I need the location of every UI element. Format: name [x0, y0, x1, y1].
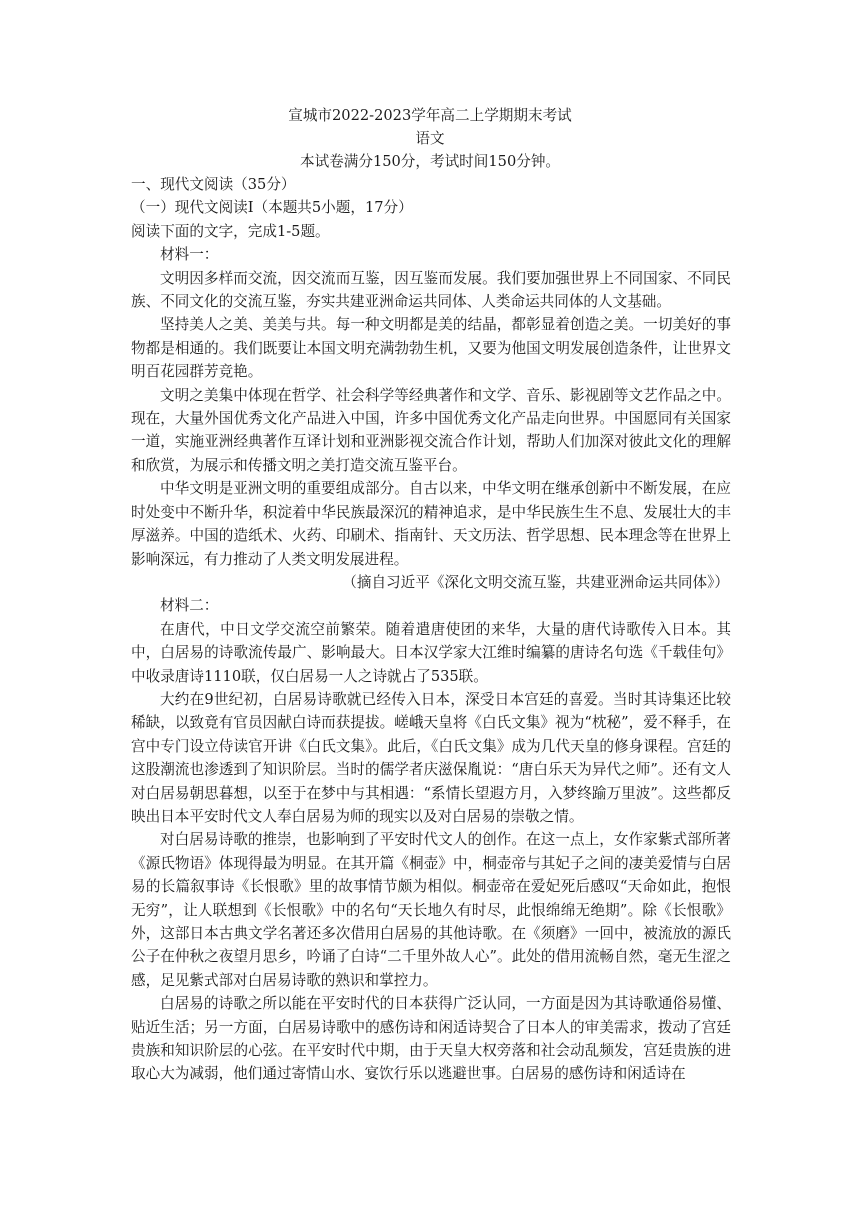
section-instruction: 阅读下面的文字，完成1-5题。: [131, 222, 330, 240]
material1-label: 材料一：: [160, 246, 219, 264]
material1-paragraph: 文明之美集中体现在哲学、社会科学等经典著作和文学、音乐、影视剧等文艺作品之中。现在，大量外国优秀文化产品进入中国，许多中国优秀文化产品走向世界。中国愿同有关国家一道，实施亚洲经典著作互译计划和亚洲影视交流合作计划，帮助人们加深对彼此文化的理解和欣赏，为展示和传播文明之美打造交流互鉴平台。: [131, 386, 731, 474]
exam-note: 本试卷满分150分，考试时间150分钟。: [299, 153, 561, 170]
section-heading: 一、现代文阅读（35分）: [131, 176, 296, 193]
material1-source: （摘自习近平《深化文明交流互鉴，共建亚洲命运共同体》）: [342, 573, 729, 591]
exam-title: 宣城市2022-2023学年高二上学期期末考试: [288, 107, 572, 124]
exam-header: [0, 104, 860, 173]
material2-paragraph: 白居易的诗歌之所以能在平安时代的日本获得广泛认同，一方面是因为其诗歌通俗易懂、贴近生活；另一方面，白居易诗歌中的感伤诗和闲适诗契合了日本人的审美需求，拨动了宫廷贵族和知识阶层的心弦。在平安时代中期，由于天皇大权旁落和社会动乱频发，宫廷贵族的进取心大为减弱，他们通过寄情山水、宴饮行乐以逃避世事。白居易的感伤诗和闲适诗在: [131, 995, 731, 1083]
material1-paragraph: 中华文明是亚洲文明的重要组成部分。自古以来，中华文明在继承创新中不断发展，在应时处变中不断升华，积淀着中华民族最深沉的精神追求，是中华民族生生不息、发展壮大的丰厚滋养。中国的造纸术、火药、印刷术、指南针、天文历法、哲学思想、民本理念等在世界上影响深远，有力推动了人类文明发展进程。: [131, 480, 731, 568]
material1-paragraph: 文明因多样而交流，因交流而互鉴，因互鉴而发展。我们要加强世界上不同国家、不同民族、不同文化的交流互鉴，夯实共建亚洲命运共同体、人类命运共同体的人文基础。: [131, 269, 731, 311]
exam-content: [131, 173, 731, 1086]
material2-label: 材料二：: [160, 597, 219, 615]
material2-paragraph: 大约在9世纪初，白居易诗歌就已经传入日本，深受日本宫廷的喜爱。当时其诗集还比较稀缺，以致竟有官员因献白诗而获提拔。嵯峨天皇将《白氏文集》视为“枕秘”，爱不释手，在宫中专门设立侍读官开讲《白氏文集》。此后，《白氏文集》成为几代天皇的修身课程。宫廷的这股潮流也渗透到了知识阶层。当时的儒学者庆滋保胤说：“唐白乐天为异代之师”。还有文人对白居易朝思暮想，以至于在梦中与其相遇：“系情长望遐方月，入梦终踰万里波”。这些都反映出日本平安时代文人奉白居易为师的现实以及对白居易的崇敬之情。: [131, 690, 731, 825]
material1-paragraph: 坚持美人之美、美美与共。每一种文明都是美的结晶，都彰显着创造之美。一切美好的事物都是相通的。我们既要让本国文明充满勃勃生机，又要为他国文明发展创造条件，让世界文明百花园群芳竞艳。: [131, 316, 731, 381]
section-subheading: （一）现代文阅读Ⅰ（本题共5小题，17分）: [131, 199, 413, 217]
exam-subject: 语文: [415, 130, 445, 147]
material2-paragraph: 对白居易诗歌的推崇，也影响到了平安时代文人的创作。在这一点上，女作家紫式部所著《源氏物语》体现得最为明显。在其开篇《桐壶》中，桐壶帝与其妃子之间的凄美爱情与白居易的长篇叙事诗《长恨歌》里的故事情节颇为相似。桐壶帝在爱妃死后感叹“天命如此，抱恨无穷”，让人联想到《长恨歌》中的名句“天长地久有时尽，此恨绵绵无绝期”。除《长恨歌》外，这部日本古典文学名著还多次借用白居易的其他诗歌。在《须磨》一回中，被流放的源氏公子在仲秋之夜望月思乡，吟诵了白诗“二千里外故人心”。此处的借用流畅自然，毫无生涩之感，足见紫式部对白居易诗歌的熟识和掌控力。: [131, 831, 731, 989]
material2-paragraph: 在唐代，中日文学交流空前繁荣。随着遣唐使团的来华，大量的唐代诗歌传入日本。其中，白居易的诗歌流传最广、影响最大。日本汉学家大江维时编纂的唐诗名句选《千载佳句》中收录唐诗1110联，仅白居易一人之诗就占了535联。: [131, 620, 731, 685]
